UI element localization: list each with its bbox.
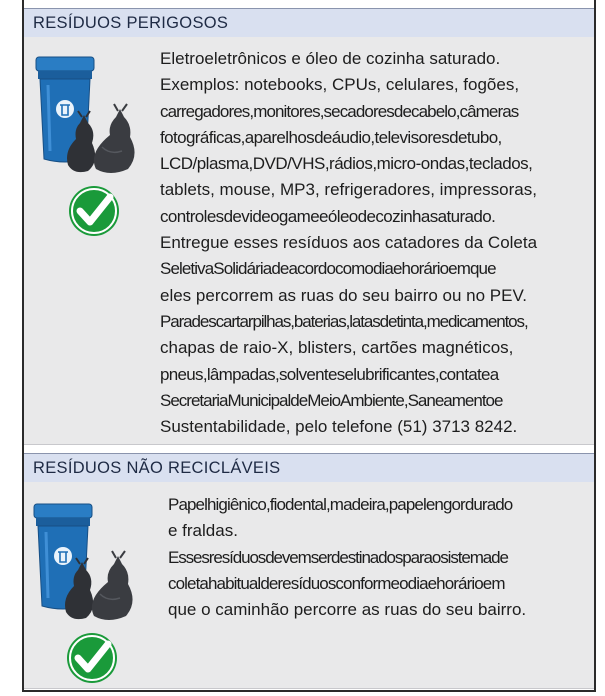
text-line: SecretariaMunicipaldeMeioAmbiente,Saneamentoe: [160, 390, 503, 410]
non-recyclable-description: [168, 492, 526, 623]
text-line: fotográficas,aparelhosdeáudio,televisoresdetubo,: [160, 127, 502, 147]
section-title: RESÍDUOS NÃO RECICLÁVEIS: [33, 458, 281, 477]
section-header-non-recyclable: [24, 453, 594, 483]
text-line: LCD/plasma,DVD/VHS,rádios,micro-ondas,teclados,: [160, 154, 533, 174]
text-line: SeletivaSolidáriadeacordocomodiaehorárioemque: [160, 259, 496, 279]
text-line: que o caminhão percorre as ruas do seu bairro.: [168, 600, 527, 620]
text-line: carregadores,monitores,secadoresdecabelo,câmeras: [160, 101, 519, 121]
text-line: chapas de raio-X, blisters, cartões magnéticos,: [160, 338, 514, 358]
text-line: Papelhigiênico,fiodental,madeira,papelengordurado: [168, 495, 513, 514]
hazardous-description: [160, 46, 537, 440]
text-line: tablets, mouse, MP3, refrigeradores, impressoras,: [160, 180, 537, 200]
text-line: Sustentabilidade, pelo telefone (51) 3713 8242.: [160, 417, 518, 437]
text-line: Eletroeletrônicos e óleo de cozinha saturado.: [160, 49, 501, 68]
info-panel: [22, 0, 596, 692]
bin-illustration: [30, 51, 140, 246]
section-body-non-recyclable: [24, 482, 594, 689]
section-title: RESÍDUOS PERIGOSOS: [33, 13, 229, 32]
text-line: Essesresíduosdevemserdestinadosparaosistemade: [168, 547, 508, 567]
text-line: Exemplos: notebooks, CPUs, celulares, fogões,: [160, 75, 520, 95]
text-line: pneus,lâmpadas,solventeselubrificantes,contatea: [160, 364, 499, 384]
text-line: e fraldas.: [168, 521, 238, 541]
green-check-icon: [67, 633, 117, 683]
text-line: coletahabitualderesíduosconformeodiaehorárioem: [168, 573, 505, 593]
bin-illustration: [28, 498, 138, 693]
section-body-hazardous: [24, 37, 594, 445]
text-line: Paradescartarpilhas,baterias,latasdetinta,medicamentos,: [160, 311, 528, 331]
text-line: controlesdevideogameeóleodecozinhasaturado.: [160, 206, 496, 226]
text-line: Entregue esses resíduos aos catadores da Coleta: [160, 233, 538, 253]
green-check-icon: [69, 186, 119, 236]
section-header-hazardous: [24, 8, 594, 38]
text-line: eles percorrem as ruas do seu bairro ou no PEV.: [160, 285, 527, 305]
